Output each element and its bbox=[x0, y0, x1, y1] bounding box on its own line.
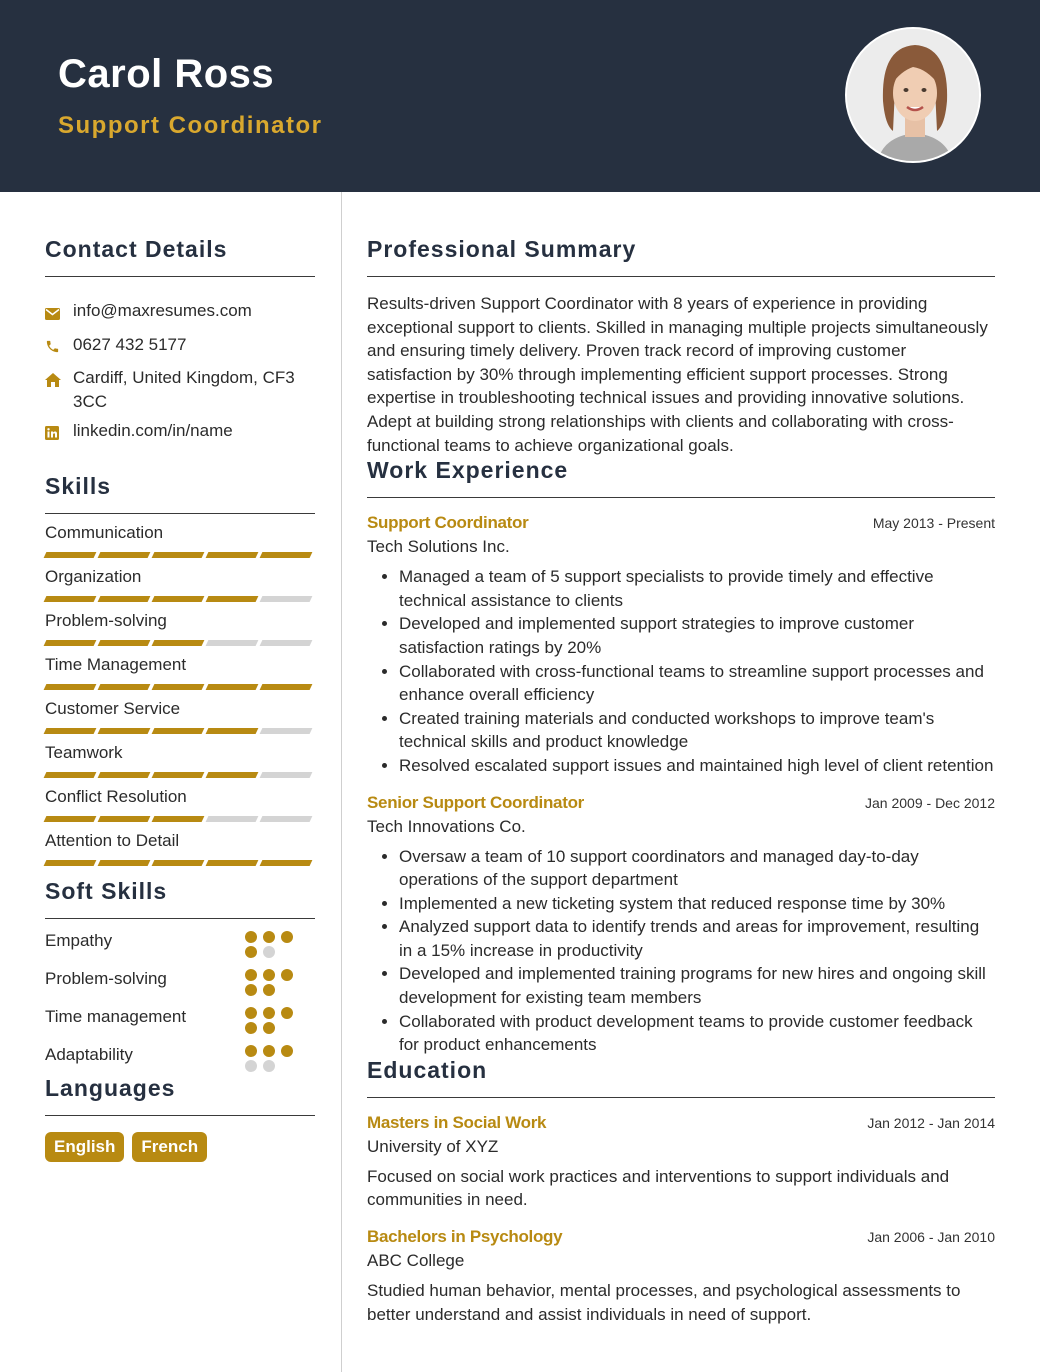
skill-level-bar bbox=[45, 640, 315, 646]
job-bullet: • Collaborated with cross-functional teams to streamline support processes and enhance overall efficiency bbox=[399, 660, 995, 707]
skill-bar-empty bbox=[260, 596, 313, 602]
job-bullet: • Implemented a new ticketing system that reduced response time by 30% bbox=[399, 892, 995, 916]
soft-skill-name: Adaptability bbox=[45, 1044, 133, 1064]
soft-skill-name: Empathy bbox=[45, 930, 113, 950]
languages-heading: Languages bbox=[45, 1075, 315, 1116]
skill-level-bar bbox=[45, 860, 315, 866]
soft-skills-section bbox=[45, 878, 315, 1075]
soft-skill-name: Time management bbox=[45, 1006, 187, 1026]
contact-email[interactable] bbox=[45, 299, 315, 327]
skill-bar-filled bbox=[152, 596, 205, 602]
skill-bar-filled bbox=[98, 684, 151, 690]
skill-item bbox=[45, 566, 315, 602]
skill-item bbox=[45, 522, 315, 558]
language-badge: English bbox=[45, 1132, 124, 1162]
skill-bar-empty bbox=[260, 816, 313, 822]
rating-dot-filled bbox=[245, 969, 257, 981]
left-column bbox=[45, 192, 315, 1162]
job-bullet: • Created training materials and conducted workshops to improve team's technical skills and product knowledge bbox=[399, 707, 995, 754]
rating-dot-filled bbox=[245, 1007, 257, 1019]
skill-bar-filled bbox=[152, 728, 205, 734]
contact-linkedin[interactable] bbox=[45, 419, 315, 447]
education-school: University of XYZ bbox=[367, 1136, 499, 1156]
contact-phone[interactable] bbox=[45, 333, 315, 361]
summary-heading: Professional Summary bbox=[367, 236, 995, 277]
education-school: ABC College bbox=[367, 1251, 465, 1271]
summary-text: Results-driven Support Coordinator with 8 years of experience in providing exceptional support to clients. Skilled in managing multiple projects simultaneously and ensuring timely delivery. Proven track record of improving customer satisfaction by 30% through implementing efficient support processes. Strong expertise in troubleshooting technical issues and providing innovative solutions. Adept at building strong relationships with clients and collaborating with cross-functional teams to achieve organizational goals. bbox=[367, 294, 988, 455]
soft-skill-item bbox=[45, 967, 315, 999]
skill-bar-empty bbox=[260, 772, 313, 778]
skill-name: Organization bbox=[45, 566, 142, 586]
rating-dot-empty bbox=[263, 1060, 275, 1072]
job-bullet: • Developed and implemented support strategies to improve customer satisfaction ratings by 20% bbox=[399, 612, 995, 659]
education-degree: Masters in Social Work bbox=[367, 1112, 547, 1132]
contact-section bbox=[45, 236, 315, 447]
right-column bbox=[367, 192, 995, 1326]
skill-name: Problem-solving bbox=[45, 610, 167, 630]
rating-dot-filled bbox=[263, 1022, 275, 1034]
job-bullets bbox=[367, 565, 995, 777]
skill-bar-filled bbox=[44, 552, 97, 558]
skill-bar-filled bbox=[44, 596, 97, 602]
job-company: Tech Solutions Inc. bbox=[367, 537, 510, 557]
soft-skill-dots bbox=[245, 929, 315, 961]
contact-phone-text: 0627 432 5177 bbox=[73, 334, 187, 354]
rating-dot-filled bbox=[245, 1045, 257, 1057]
soft-skill-item bbox=[45, 1043, 315, 1075]
job-role: Support Coordinator bbox=[367, 513, 529, 533]
skill-bar-empty bbox=[206, 640, 259, 646]
skills-section bbox=[45, 473, 315, 866]
education-description: Studied human behavior, mental processes, and psychological assessments to better understand and assist individuals in need of support. bbox=[367, 1281, 961, 1324]
rating-dot-filled bbox=[245, 946, 257, 958]
rating-dot-empty bbox=[245, 1060, 257, 1072]
skill-bar-filled bbox=[44, 640, 97, 646]
soft-skill-item bbox=[45, 929, 315, 961]
skill-name: Teamwork bbox=[45, 742, 123, 762]
skill-bar-filled bbox=[44, 860, 97, 866]
education-date: Jan 2006 - Jan 2010 bbox=[867, 1229, 995, 1246]
skill-bar-filled bbox=[206, 552, 259, 558]
languages-list bbox=[45, 1132, 315, 1162]
education-entry bbox=[367, 1227, 995, 1326]
contact-heading: Contact Details bbox=[45, 236, 315, 277]
rating-dot-filled bbox=[263, 1007, 275, 1019]
experience-section bbox=[367, 457, 995, 1057]
job-bullet: • Managed a team of 5 support specialists to provide timely and effective technical assistance to clients bbox=[399, 565, 995, 612]
skill-level-bar bbox=[45, 772, 315, 778]
contact-address bbox=[45, 366, 315, 413]
rating-dot-filled bbox=[263, 931, 275, 943]
languages-section bbox=[45, 1075, 315, 1162]
rating-dot-filled bbox=[281, 1007, 293, 1019]
candidate-title: Support Coordinator bbox=[58, 112, 323, 139]
job-company: Tech Innovations Co. bbox=[367, 816, 526, 836]
rating-dot-filled bbox=[245, 931, 257, 943]
soft-skill-name: Problem-solving bbox=[45, 968, 167, 988]
skill-bar-filled bbox=[152, 552, 205, 558]
skill-bar-filled bbox=[98, 816, 151, 822]
skill-bar-filled bbox=[206, 772, 259, 778]
job-bullets bbox=[367, 845, 995, 1057]
job-bullet: • Resolved escalated support issues and maintained high level of client retention bbox=[399, 754, 995, 778]
skill-bar-empty bbox=[260, 728, 313, 734]
skill-bar-filled bbox=[206, 684, 259, 690]
job-date: May 2013 - Present bbox=[872, 515, 995, 532]
skill-bar-filled bbox=[98, 552, 151, 558]
soft-skill-dots bbox=[245, 1005, 315, 1037]
education-header bbox=[367, 1113, 995, 1133]
soft-skill-item bbox=[45, 1005, 315, 1037]
language-badge: French bbox=[132, 1132, 207, 1162]
skill-bar-filled bbox=[152, 684, 205, 690]
education-section bbox=[367, 1057, 995, 1326]
rating-dot-filled bbox=[263, 969, 275, 981]
skill-level-bar bbox=[45, 816, 315, 822]
skill-bar-filled bbox=[206, 728, 259, 734]
skill-level-bar bbox=[45, 552, 315, 558]
rating-dot-filled bbox=[281, 931, 293, 943]
education-date: Jan 2012 - Jan 2014 bbox=[867, 1114, 995, 1131]
job-header bbox=[367, 513, 995, 533]
skill-bar-filled bbox=[98, 596, 151, 602]
skill-name: Conflict Resolution bbox=[45, 786, 187, 806]
skill-bar-filled bbox=[152, 816, 205, 822]
soft-skills-heading: Soft Skills bbox=[45, 878, 315, 919]
skill-name: Attention to Detail bbox=[45, 830, 180, 850]
skill-bar-empty bbox=[260, 640, 313, 646]
skill-bar-filled bbox=[206, 596, 259, 602]
job-list bbox=[367, 513, 995, 1057]
rating-dot-filled bbox=[263, 1045, 275, 1057]
skill-level-bar bbox=[45, 728, 315, 734]
rating-dot-filled bbox=[245, 984, 257, 996]
skill-bar-filled bbox=[152, 640, 205, 646]
job-bullet: • Analyzed support data to identify trends and areas for improvement, resulting in a 15% increase in productivity bbox=[399, 915, 995, 962]
skill-item bbox=[45, 742, 315, 778]
skill-name: Time Management bbox=[45, 654, 187, 674]
education-list bbox=[367, 1113, 995, 1326]
soft-skill-dots bbox=[245, 967, 315, 999]
rating-dot-empty bbox=[263, 946, 275, 958]
skills-list bbox=[45, 522, 315, 866]
soft-skills-list bbox=[45, 929, 315, 1075]
rating-dot-filled bbox=[281, 1045, 293, 1057]
skill-bar-filled bbox=[98, 640, 151, 646]
skill-bar-filled bbox=[152, 772, 205, 778]
skill-bar-empty bbox=[206, 816, 259, 822]
rating-dot-filled bbox=[245, 1022, 257, 1034]
rating-dot-filled bbox=[281, 969, 293, 981]
candidate-name: Carol Ross bbox=[58, 52, 275, 96]
contact-email-text: info@maxresumes.com bbox=[73, 301, 252, 320]
phone-icon bbox=[45, 333, 73, 361]
education-entry bbox=[367, 1113, 995, 1212]
skill-item bbox=[45, 654, 315, 690]
resume-header bbox=[0, 0, 1040, 192]
contact-address-text: Cardiff, United Kingdom, CF3 3CC bbox=[73, 368, 295, 411]
skill-level-bar bbox=[45, 684, 315, 690]
skill-level-bar bbox=[45, 596, 315, 602]
contact-list bbox=[45, 299, 315, 447]
rating-dot-filled bbox=[263, 984, 275, 996]
job-header bbox=[367, 793, 995, 813]
skill-bar-filled bbox=[206, 860, 259, 866]
skill-bar-filled bbox=[260, 552, 313, 558]
education-description: Focused on social work practices and interventions to support individuals and communities in need. bbox=[367, 1166, 950, 1210]
job-bullet: • Oversaw a team of 10 support coordinators and managed day-to-day operations of the support department bbox=[399, 845, 995, 892]
skill-name: Communication bbox=[45, 522, 164, 542]
skill-bar-filled bbox=[44, 684, 97, 690]
linkedin-icon bbox=[45, 419, 73, 447]
soft-skill-dots bbox=[245, 1043, 315, 1075]
skill-item bbox=[45, 830, 315, 866]
skill-bar-filled bbox=[260, 860, 313, 866]
skill-bar-filled bbox=[98, 772, 151, 778]
education-degree: Bachelors in Psychology bbox=[367, 1227, 563, 1247]
skill-bar-filled bbox=[98, 860, 151, 866]
skills-heading: Skills bbox=[45, 473, 315, 514]
skill-item bbox=[45, 698, 315, 734]
education-heading: Education bbox=[367, 1057, 995, 1098]
skill-bar-filled bbox=[152, 860, 205, 866]
job-role: Senior Support Coordinator bbox=[367, 792, 584, 812]
skill-item bbox=[45, 610, 315, 646]
experience-heading: Work Experience bbox=[367, 457, 995, 498]
skill-bar-filled bbox=[44, 728, 97, 734]
education-header bbox=[367, 1227, 995, 1247]
profile-photo-icon bbox=[847, 29, 981, 163]
skill-bar-filled bbox=[44, 816, 97, 822]
envelope-icon bbox=[45, 299, 73, 327]
job-entry bbox=[367, 513, 995, 777]
skill-name: Customer Service bbox=[45, 698, 181, 718]
skill-bar-filled bbox=[260, 684, 313, 690]
job-bullet: • Developed and implemented training programs for new hires and ongoing skill development for existing team members bbox=[399, 962, 995, 1009]
profile-photo bbox=[845, 27, 981, 163]
skill-item bbox=[45, 786, 315, 822]
job-bullet: • Collaborated with product development teams to provide customer feedback for product enhancements bbox=[399, 1010, 995, 1057]
skill-bar-filled bbox=[98, 728, 151, 734]
home-icon bbox=[45, 366, 73, 394]
column-divider bbox=[341, 192, 342, 1372]
contact-linkedin-text: linkedin.com/in/name bbox=[73, 421, 233, 440]
job-entry bbox=[367, 793, 995, 1057]
summary-section bbox=[367, 236, 995, 457]
skill-bar-filled bbox=[44, 772, 97, 778]
job-date: Jan 2009 - Dec 2012 bbox=[865, 794, 995, 811]
